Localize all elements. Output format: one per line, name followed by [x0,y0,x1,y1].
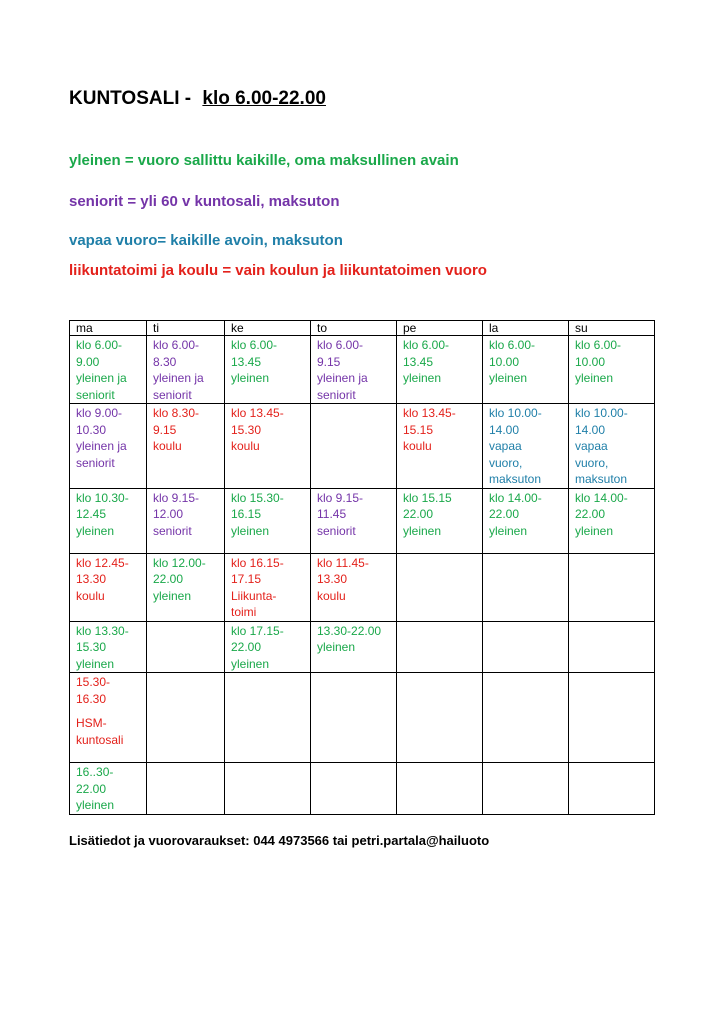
cell-line: 9.15 [153,422,177,437]
cell-line: 13.45 [403,354,434,369]
cell-line: yleinen [153,588,192,603]
day-header-la: la [483,321,569,336]
schedule-cell-su [569,621,655,673]
cell-line: yleinen [403,523,442,538]
cell-line: 13.30 [76,572,107,586]
legend-yleinen: yleinen = vuoro sallittu kaikille, oma maksullinen avain [69,152,459,169]
cell-line: yleinen [317,640,356,654]
cell-line: 22.00 [231,640,262,654]
cell-line: vuoro, [489,455,523,470]
schedule-cell-su [569,404,655,489]
header-row [70,321,655,336]
schedule-cell-to [311,673,397,763]
schedule-cell-la [483,621,569,673]
cell-line: 16.15 [231,507,262,521]
opening-hours: klo 6.00-22.00 [202,88,326,109]
legend-seniorit: seniorit = yli 60 v kuntosali, maksuton [69,193,340,210]
cell-line: yleinen [231,656,270,671]
schedule-cell-ke [225,763,311,815]
schedule-cell-to [311,404,397,489]
schedule-cell-ma [70,488,147,553]
schedule-row [70,404,655,489]
schedule-cell-pe [397,404,483,489]
schedule-cell-la [483,336,569,404]
cell-line: seniorit [153,387,192,402]
cell-line: klo 11.45- [317,555,369,570]
cell-line: HSM- [76,716,107,730]
cell-line: yleinen [76,798,115,812]
cell-line: 16..30- [76,765,114,779]
schedule-cell-su [569,763,655,815]
cell-line: maksuton [575,472,628,486]
cell-line: koulu [403,439,432,453]
schedule-cell-ma [70,673,147,763]
cell-line: klo 10.00- [575,406,628,420]
cell-line: 16.30 [76,691,107,706]
schedule-row [70,553,655,621]
schedule-cell-su [569,488,655,553]
cell-line: yleinen ja [317,371,368,385]
legend-koulu: liikuntatoimi ja koulu = vain koulun ja liikuntatoimen vuoro [69,262,487,279]
cell-line: yleinen [403,371,442,385]
cell-line: 8.30 [153,354,177,369]
cell-line: seniorit [317,523,356,538]
cell-line: 10.30 [76,422,107,437]
schedule-cell-la [483,763,569,815]
cell-line: klo 13.45- [403,406,456,420]
cell-line: klo 12.00- [153,555,206,570]
cell-line: klo 6.00- [489,338,536,352]
cell-line: vapaa [489,439,522,453]
cell-line: klo 16.15- [231,555,284,570]
schedule-cell-ti [147,763,225,815]
cell-line: yleinen [489,523,528,538]
cell-line: yleinen ja [153,371,204,385]
cell-line: 22.00 [153,572,184,586]
schedule-cell-ke [225,336,311,404]
schedule-cell-su [569,673,655,763]
cell-line: klo 9.00- [76,406,123,420]
cell-line: klo 14.00- [575,490,628,505]
cell-line: 12.45 [76,507,107,521]
cell-line: 15.15 [403,422,434,437]
page-title [69,88,326,110]
cell-line: klo 6.00- [76,338,123,352]
cell-line: kuntosali [76,732,124,747]
schedule-cell-ma [70,404,147,489]
cell-line: koulu [231,439,260,453]
schedule-cell-pe [397,763,483,815]
schedule-table [69,320,655,815]
schedule-cell-ti [147,621,225,673]
cell-line: seniorit [153,523,192,538]
schedule-row [70,621,655,673]
schedule-cell-pe [397,621,483,673]
cell-line: 15.30 [76,640,107,654]
cell-line: klo 8.30- [153,406,200,420]
cell-line: yleinen [489,371,528,385]
cell-line: toimi [231,605,257,619]
cell-line: 15.30- [76,675,111,689]
title-prefix: KUNTOSALI - [69,88,192,109]
schedule-cell-ti [147,673,225,763]
cell-line: koulu [153,439,182,453]
cell-line: yleinen [231,371,270,385]
cell-line: 17.15 [231,572,262,586]
cell-line: vuoro, [575,455,609,470]
cell-line: klo 15.30- [231,490,284,505]
cell-line: klo 6.00- [317,338,364,352]
cell-line: 13.45 [231,354,262,369]
schedule-cell-to [311,763,397,815]
contact-info: Lisätiedot ja vuorovaraukset: 044 4973566 tai petri.partala@hailuoto [69,833,490,848]
schedule-cell-ke [225,404,311,489]
schedule-row [70,336,655,404]
schedule-cell-ma [70,553,147,621]
schedule-cell-to [311,553,397,621]
schedule-cell-pe [397,673,483,763]
cell-line: klo 9.15- [153,490,200,505]
schedule-cell-ke [225,673,311,763]
cell-line: 12.00 [153,507,184,521]
cell-line: 22.00 [489,507,520,521]
schedule-cell-ma [70,621,147,673]
day-header-to: to [311,321,397,336]
cell-line: klo 6.00- [153,338,200,352]
cell-line: 9.00 [76,354,100,369]
cell-line: koulu [76,588,105,603]
cell-line: 14.00 [489,422,520,437]
cell-line: yleinen ja [76,439,127,453]
cell-line: 22.00 [575,507,606,521]
schedule-cell-la [483,673,569,763]
cell-line: 10.00 [575,354,606,369]
cell-line: 22.00 [403,507,434,521]
cell-line: 14.00 [575,422,606,437]
cell-line: Liikunta- [231,588,277,603]
cell-line: klo 12.45- [76,555,129,570]
schedule-cell-pe [397,488,483,553]
schedule-cell-ke [225,621,311,673]
cell-line: yleinen [231,523,270,538]
schedule-cell-ti [147,336,225,404]
schedule-cell-to [311,336,397,404]
schedule-cell-to [311,488,397,553]
day-header-ke: ke [225,321,311,336]
schedule-cell-ma [70,763,147,815]
cell-line: klo 10.00- [489,406,542,420]
cell-line: yleinen [76,523,115,538]
schedule-cell-su [569,553,655,621]
legend-vapaa-vuoro: vapaa vuoro= kaikille avoin, maksuton [69,232,343,249]
schedule-cell-su [569,336,655,404]
cell-spacer [76,707,140,715]
cell-line: koulu [317,588,346,603]
schedule-row [70,488,655,553]
cell-line: yleinen [76,656,115,671]
schedule-cell-ke [225,553,311,621]
cell-line: yleinen [575,523,614,538]
cell-line: klo 6.00- [575,338,622,352]
cell-line: klo 10.30- [76,490,129,505]
cell-line: yleinen [575,371,614,385]
schedule-cell-ti [147,404,225,489]
schedule-cell-pe [397,336,483,404]
cell-line: 10.00 [489,354,520,369]
day-header-ma: ma [70,321,147,336]
cell-line: 9.15 [317,354,341,369]
cell-line: 15.30 [231,422,262,437]
cell-line: klo 6.00- [231,338,278,352]
cell-line: seniorit [76,455,115,470]
cell-line: 13.30-22.00 [317,623,382,638]
cell-line: klo 13.45- [231,406,284,420]
cell-line: seniorit [317,387,356,402]
cell-line: 11.45 [317,507,347,521]
cell-line: klo 17.15- [231,623,284,638]
schedule-row [70,763,655,815]
cell-line: maksuton [489,472,542,486]
schedule-cell-pe [397,553,483,621]
schedule-cell-la [483,488,569,553]
day-header-su: su [569,321,655,336]
schedule-cell-ke [225,488,311,553]
cell-line: klo 9.15- [317,490,364,505]
cell-line: 13.30 [317,572,348,586]
schedule-cell-la [483,553,569,621]
schedule-cell-la [483,404,569,489]
cell-line: 22.00 [76,781,107,796]
cell-line: seniorit [76,387,115,402]
cell-line: klo 14.00- [489,490,542,505]
cell-line: klo 15.15 [403,490,452,505]
day-header-ti: ti [147,321,225,336]
day-header-pe: pe [397,321,483,336]
schedule-cell-ti [147,553,225,621]
cell-line: yleinen ja [76,371,127,385]
schedule-cell-ma [70,336,147,404]
schedule-cell-to [311,621,397,673]
cell-line: klo 6.00- [403,338,450,352]
schedule-row [70,673,655,763]
schedule-cell-ti [147,488,225,553]
cell-line: vapaa [575,439,608,453]
cell-line: klo 13.30- [76,623,129,638]
